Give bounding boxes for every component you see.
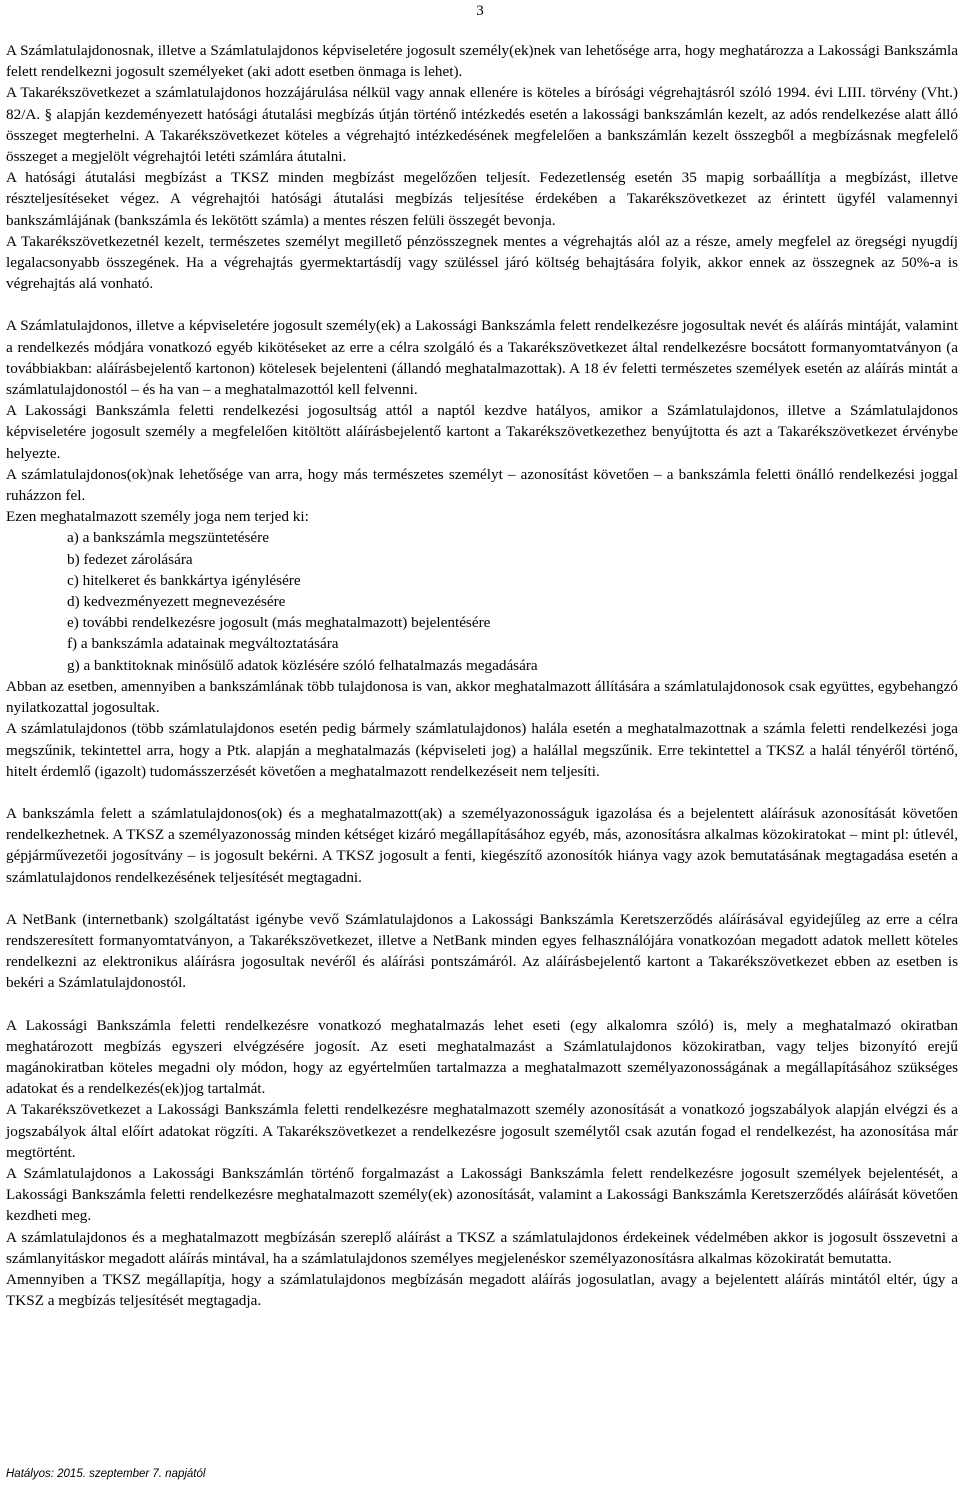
paragraph: A Lakossági Bankszámla feletti rendelkezési jogosultság attól a naptól kezdve hatályos, amikor a Számlatulajdonos, illetve a Számlatulajdonos képviseletére jogosult személy a megfelelően kitöltött aláírásbejelentő kartont a Takarékszövetkezethez benyújtotta és azt a Takarékszövetkezet érvénybe helyezte. [6, 402, 958, 462]
paragraph: Abban az esetben, amennyiben a bankszámlának több tulajdonosa is van, akkor meghatalmazott állítására a számlatulajdonosok csak együttes, egybehangzó nyilatkozattal jogosultak. [6, 677, 958, 717]
list-item: e) további rendelkezésre jogosult (más meghatalmazott) bejelentésére [67, 614, 491, 632]
paragraph: Ezen meghatalmazott személy joga nem terjed ki: [6, 508, 309, 526]
paragraph: A Takarékszövetkezet a számlatulajdonos hozzájárulása nélkül vagy annak ellenére is köteles a bírósági végrehajtásról szóló 1994. évi LIII. törvény (Vht.) 82/A. § alapján kezdeményezett hatósági átutalási megbízás útján történő intézkedés esetén a lakossági bankszámlán kezelt, az adós rendelkezése alatt álló összeget megterhelni. A Takarékszövetkezet köteles a végrehajtó intézkedésének megfelelően a bankszámlán kezelt összegből a megbízásnak megfelelő összeget a megjelölt végrehajtói letéti számlára átutalni. [6, 84, 958, 166]
list-item: b) fedezet zárolására [67, 550, 193, 568]
paragraph: A Számlatulajdonosnak, illetve a Számlatulajdonos képviseletére jogosult személy(ek)nek van lehetősége arra, hogy meghatározza a Lakossági Bankszámla felett rendelkezni jogosult személyeket (aki adott esetben önmaga is lehet). [6, 42, 958, 81]
paragraph: A Lakossági Bankszámla feletti rendelkezésre vonatkozó meghatalmazás lehet eseti (egy alkalomra szóló) is, mely a meghatalmazó okiratban meghatározott megbízás egyszeri elvégzésére jogosít. Az eseti meghatalmazást a Számlatulajdonos közokiratban, vagy teljes bizonyító erejű magánokiratban köteles megadni oly módon, hogy az egyértelműen tartalmazza a meghatalmazott személyazonosságának a megállapításához szükséges adatokat és a rendelkezés(ek)jog tartalmát. [6, 1016, 958, 1098]
paragraph: A hatósági átutalási megbízást a TKSZ minden megbízást megelőzően teljesít. Fedezetlenség esetén 35 mapig sorbaállítja a megbízást, illetve részteljesítéseket végez. A végrehajtói hatósági átutalási megbízás teljesítése érdekében a Takarékszövetkezet az érintett ügyfél valamennyi bankszámlájának (bankszámla és lekötött számla) a mentes részen felüli összegét bevonja. [6, 169, 958, 229]
footer-effective-date: Hatályos: 2015. szeptember 7. napjától [6, 1468, 206, 1480]
list-item: a) a bankszámla megszüntetésére [67, 529, 269, 547]
list-item: f) a bankszámla adatainak megváltoztatására [67, 635, 339, 653]
document-body [6, 40, 958, 1311]
paragraph: A Takarékszövetkezetnél kezelt, természetes személyt megillető pénzösszegnek mentes a végrehajtás alól az a része, amely megfelel az öregségi nyugdíj legalacsonyabb összegének. Ha a végrehajtás gyermektartásdíj vagy szüléssel járó költség behajtására folyik, akkor ennek az összegnek az 50%-a is végrehajtás alá vonható. [6, 232, 958, 293]
paragraph: A számlatulajdonos és a meghatalmazott megbízásán szereplő aláírást a TKSZ a számlatulajdonos érdekeinek védelmében akkor is jogosult összevetni a számlanyitáskor megadott aláírás mintával, ha a számlatulajdonos személyes megjelenéskor személyazonosításra alkalmas közokiratát bemutatta. [6, 1228, 958, 1267]
paragraph: A számlatulajdonos(ok)nak lehetősége van arra, hogy más természetes személyt – azonosítást követően – a bankszámla feletti önálló rendelkezési joggal ruházzon fel. [6, 465, 958, 505]
restriction-list [6, 527, 958, 675]
page-number: 3 [476, 3, 484, 19]
paragraph: A Takarékszövetkezet a Lakossági Bankszámla feletti rendelkezésre meghatalmazott személy azonosítását a vonatkozó jogszabályok alapján elvégzi és a jogszabályok által előírt adatokat rögzíti. A Takarékszövetkezet a rendelkezésre jogosult személytől csak azután fogad el rendelkezést, ha azonosítása már megtörtént. [6, 1101, 958, 1161]
paragraph: A bankszámla felett a számlatulajdonos(ok) és a meghatalmazott(ak) a személyazonosságuk igazolása és a bejelentett aláírásuk azonosítását követően rendelkezhetnek. A TKSZ a személyazonosság minden kétséget kizáró megállapításához egyéb, más, azonosításra alkalmas közokiratokat – mint pl: útlevél, gépjárművezetői jogosítvány – is jogosult bekérni. A TKSZ jogosult a fenti, kiegészítő azonosítók hiánya vagy azok bemutatásának megtagadása esetén a számlatulajdonos rendelkezésének teljesítését megtagadni. [6, 804, 958, 886]
list-item: g) a banktitoknak minősülő adatok közlésére szóló felhatalmazás megadására [67, 656, 538, 674]
paragraph: A NetBank (internetbank) szolgáltatást igénybe vevő Számlatulajdonos a Lakossági Bankszámla Keretszerződés aláírásával egyidejűleg az erre a célra rendszeresített formanyomtatványon, a Takarékszövetkezet, illetve a NetBank minden egyes felhasználójára vonatkozóan megadott adatok mellett köteles rendelkezni az elektronikus aláírásra jogosultak nevéről és aláírási pontszámáról. Az aláírásbejelentő kartont a Takarékszövetkezet ebben az esetben is bekéri a Számlatulajdonostól. [6, 910, 958, 992]
paragraph: A számlatulajdonos (több számlatulajdonos esetén pedig bármely számlatulajdonos) halála esetén a meghatalmazottnak a számla feletti rendelkezési joga megszűnik, tekintettel arra, hogy a Ptk. alapján a meghatalmazás (képviseleti jog) a halállal megszűnik. Erre tekintettel a TKSZ a halál tényéről történő, hitelt érdemlő (igazolt) tudomásszerzését követően a meghatalmazott rendelkezéseit nem teljesíti. [6, 720, 958, 780]
list-item: c) hitelkeret és bankkártya igénylésére [67, 571, 301, 589]
paragraph: Amennyiben a TKSZ megállapítja, hogy a számlatulajdonos megbízásán megadott aláírás jogosulatlan, avagy a bejelentett aláírás mintától eltér, úgy a TKSZ a megbízás teljesítését megtagadja. [6, 1270, 958, 1310]
list-item: d) kedvezményezett megnevezésére [67, 593, 286, 611]
paragraph: A Számlatulajdonos, illetve a képviseletére jogosult személy(ek) a Lakossági Bankszámla felett rendelkezésre jogosultak nevét és aláírás mintáját, valamint a rendelkezés módjára vonatkozó egyéb kikötéseket az erre a célra szolgáló és a Takarékszövetkezet által rendelkezésre bocsátott formanyomtatványon (a továbbiakban: aláírásbejelentő kartonon) kötelesek bejelenteni (állandó meghatalmazottak). A 18 év feletti természetes személyek esetén az aláírás mintát a számlatulajdonostól – és ha van – a meghatalmazottól kell felvenni. [6, 317, 958, 399]
paragraph: A Számlatulajdonos a Lakossági Bankszámlán történő forgalmazást a Lakossági Bankszámla felett rendelkezésre jogosult személyek bejelentését, a Lakossági Bankszámla feletti rendelkezésre meghatalmazott személy(ek) azonosítását, valamint a Lakossági Bankszámla Keretszerződés aláírását követően kezdheti meg. [6, 1164, 958, 1225]
